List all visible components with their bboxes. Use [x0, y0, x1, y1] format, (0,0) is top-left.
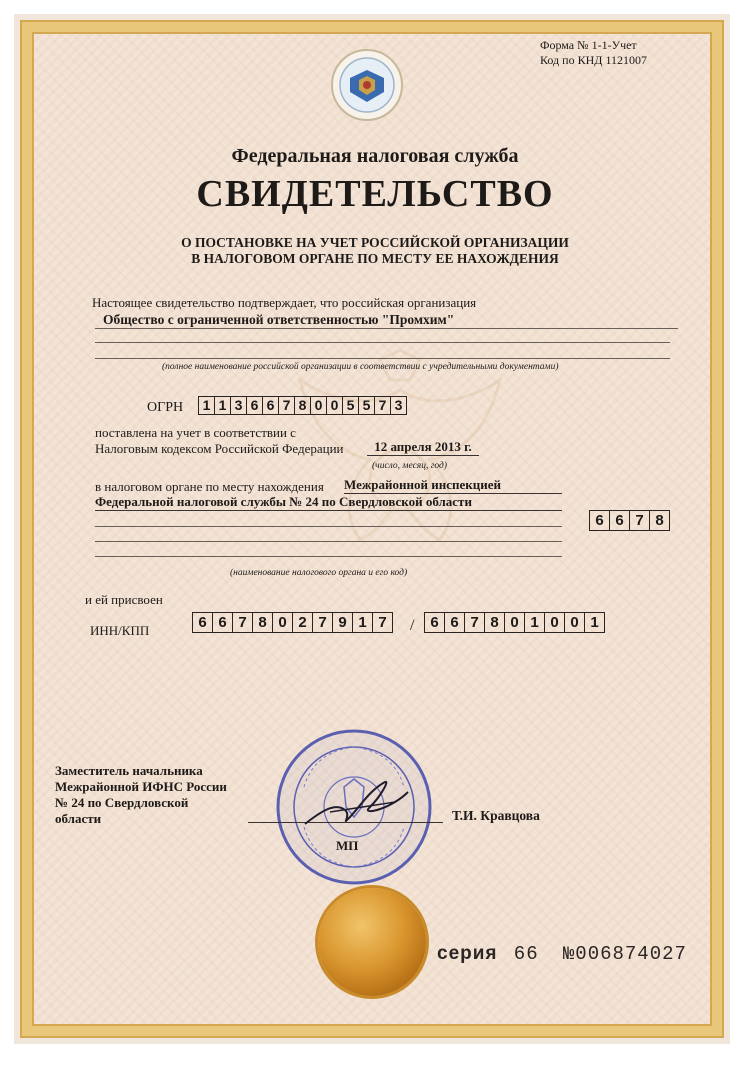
kpp-digit: 7: [465, 613, 485, 632]
series-value: 66: [513, 943, 539, 965]
inn-digit: 7: [313, 613, 333, 632]
ogrn-digit: 8: [295, 397, 311, 414]
inn-kpp-separator: /: [410, 617, 415, 634]
inn-digit: 7: [378, 614, 387, 631]
tax-office-code-digit: 6: [610, 511, 630, 530]
signer-name: Т.И. Кравцова: [452, 808, 540, 823]
ogrn-digit: 6: [247, 397, 263, 414]
ogrn-boxes: [198, 396, 407, 415]
registration-date: 12 апреля 2013 г.: [367, 439, 479, 456]
ogrn-digit: 0: [327, 397, 343, 414]
eagle-watermark-icon: [270, 350, 530, 600]
assigned-text: и ей присвоен: [85, 592, 163, 607]
signer-title: [55, 763, 227, 827]
tax-office-label: в налоговом органе по месту нахождения: [95, 479, 324, 494]
fns-emblem-icon: [330, 48, 404, 122]
signer-line-1: Заместитель начальника: [55, 763, 203, 778]
subtitle-line-1: О ПОСТАНОВКЕ НА УЧЕТ РОССИЙСКОЙ ОРГАНИЗАЦИИ: [181, 235, 569, 250]
org-blank-line-2: [95, 358, 670, 359]
ogrn-digit: 3: [231, 397, 247, 414]
ogrn-label: ОГРН: [147, 400, 184, 415]
signature-icon: [300, 772, 410, 832]
subtitle-line-2: В НАЛОГОВОМ ОРГАНЕ ПО МЕСТУ ЕЕ НАХОЖДЕНИЯ: [191, 251, 559, 266]
inn-digit: 8: [253, 613, 273, 632]
inn-digit: 2: [293, 613, 313, 632]
org-name-note: (полное наименование российской организации в соответствии с учредительными документами): [162, 362, 559, 372]
ogrn-digit: 7: [279, 397, 295, 414]
inn-digit: 1: [353, 613, 373, 632]
series-number: №006874027: [562, 943, 687, 965]
inn-kpp-label: ИНН/КПП: [90, 623, 150, 638]
org-blank-line-1: [95, 342, 670, 343]
confirm-text: Настоящее свидетельство подтверждает, что российская организация: [92, 295, 477, 310]
tax-office-note: (наименование налогового органа и его код): [230, 568, 408, 578]
kpp-digit: 0: [565, 613, 585, 632]
series-label: серия: [437, 943, 498, 964]
inn-digit: 7: [233, 613, 253, 632]
ogrn-digit: 5: [359, 397, 375, 414]
registration-line-1: поставлена на учет в соответствии с: [95, 425, 296, 440]
mp-mark: МП: [336, 838, 359, 853]
kpp-digit: 0: [505, 613, 525, 632]
kpp-digit: 1: [525, 613, 545, 632]
organization-name: Общество с ограниченной ответственностью "Промхим": [95, 312, 678, 329]
tax-office-blank-line-2: [95, 541, 562, 542]
inn-digit: 6: [213, 613, 233, 632]
tax-office-code-digit: 8: [655, 512, 664, 529]
knd-code: Код по КНД 1121007: [540, 53, 647, 67]
registration-date-note: (число, месяц, год): [372, 461, 448, 471]
form-number: Форма № 1-1-Учет: [540, 38, 637, 52]
kpp-digit: 6: [425, 613, 445, 632]
signer-line-3: № 24 по Свердловской: [55, 795, 189, 810]
series-block: [437, 943, 687, 965]
ogrn-digit: 6: [263, 397, 279, 414]
certificate-title: СВИДЕТЕЛЬСТВО: [196, 173, 554, 215]
ogrn-digit: 7: [375, 397, 391, 414]
tax-office-name-line-1: Межрайонной инспекцией: [344, 477, 562, 494]
kpp-boxes: [424, 612, 605, 633]
inn-digit: 6: [193, 613, 213, 632]
ogrn-digit: 1: [215, 397, 231, 414]
form-code-block: [540, 38, 647, 68]
tax-office-blank-line-3: [95, 556, 562, 557]
ogrn-digit: 3: [394, 397, 403, 413]
gold-seal-icon: [318, 888, 426, 996]
signer-line-4: области: [55, 811, 102, 826]
certificate-subtitle: [0, 235, 750, 267]
agency-name: Федеральная налоговая служба: [231, 145, 519, 167]
kpp-digit: 1: [590, 614, 599, 631]
tax-office-name-line-2: Федеральной налоговой службы № 24 по Свердловской области: [95, 494, 562, 511]
registration-line-2: Налоговым кодексом Российской Федерации: [95, 441, 344, 456]
ogrn-digit: 0: [311, 397, 327, 414]
tax-office-code-boxes: [589, 510, 670, 531]
tax-office-code-digit: 7: [630, 511, 650, 530]
ogrn-digit: 5: [343, 397, 359, 414]
inn-boxes: [192, 612, 393, 633]
inn-digit: 0: [273, 613, 293, 632]
tax-office-blank-line-1: [95, 526, 562, 527]
kpp-digit: 8: [485, 613, 505, 632]
ogrn-digit: 1: [199, 397, 215, 414]
inn-digit: 9: [333, 613, 353, 632]
tax-office-code-digit: 6: [590, 511, 610, 530]
kpp-digit: 0: [545, 613, 565, 632]
signer-line-2: Межрайонной ИФНС России: [55, 779, 227, 794]
kpp-digit: 6: [445, 613, 465, 632]
